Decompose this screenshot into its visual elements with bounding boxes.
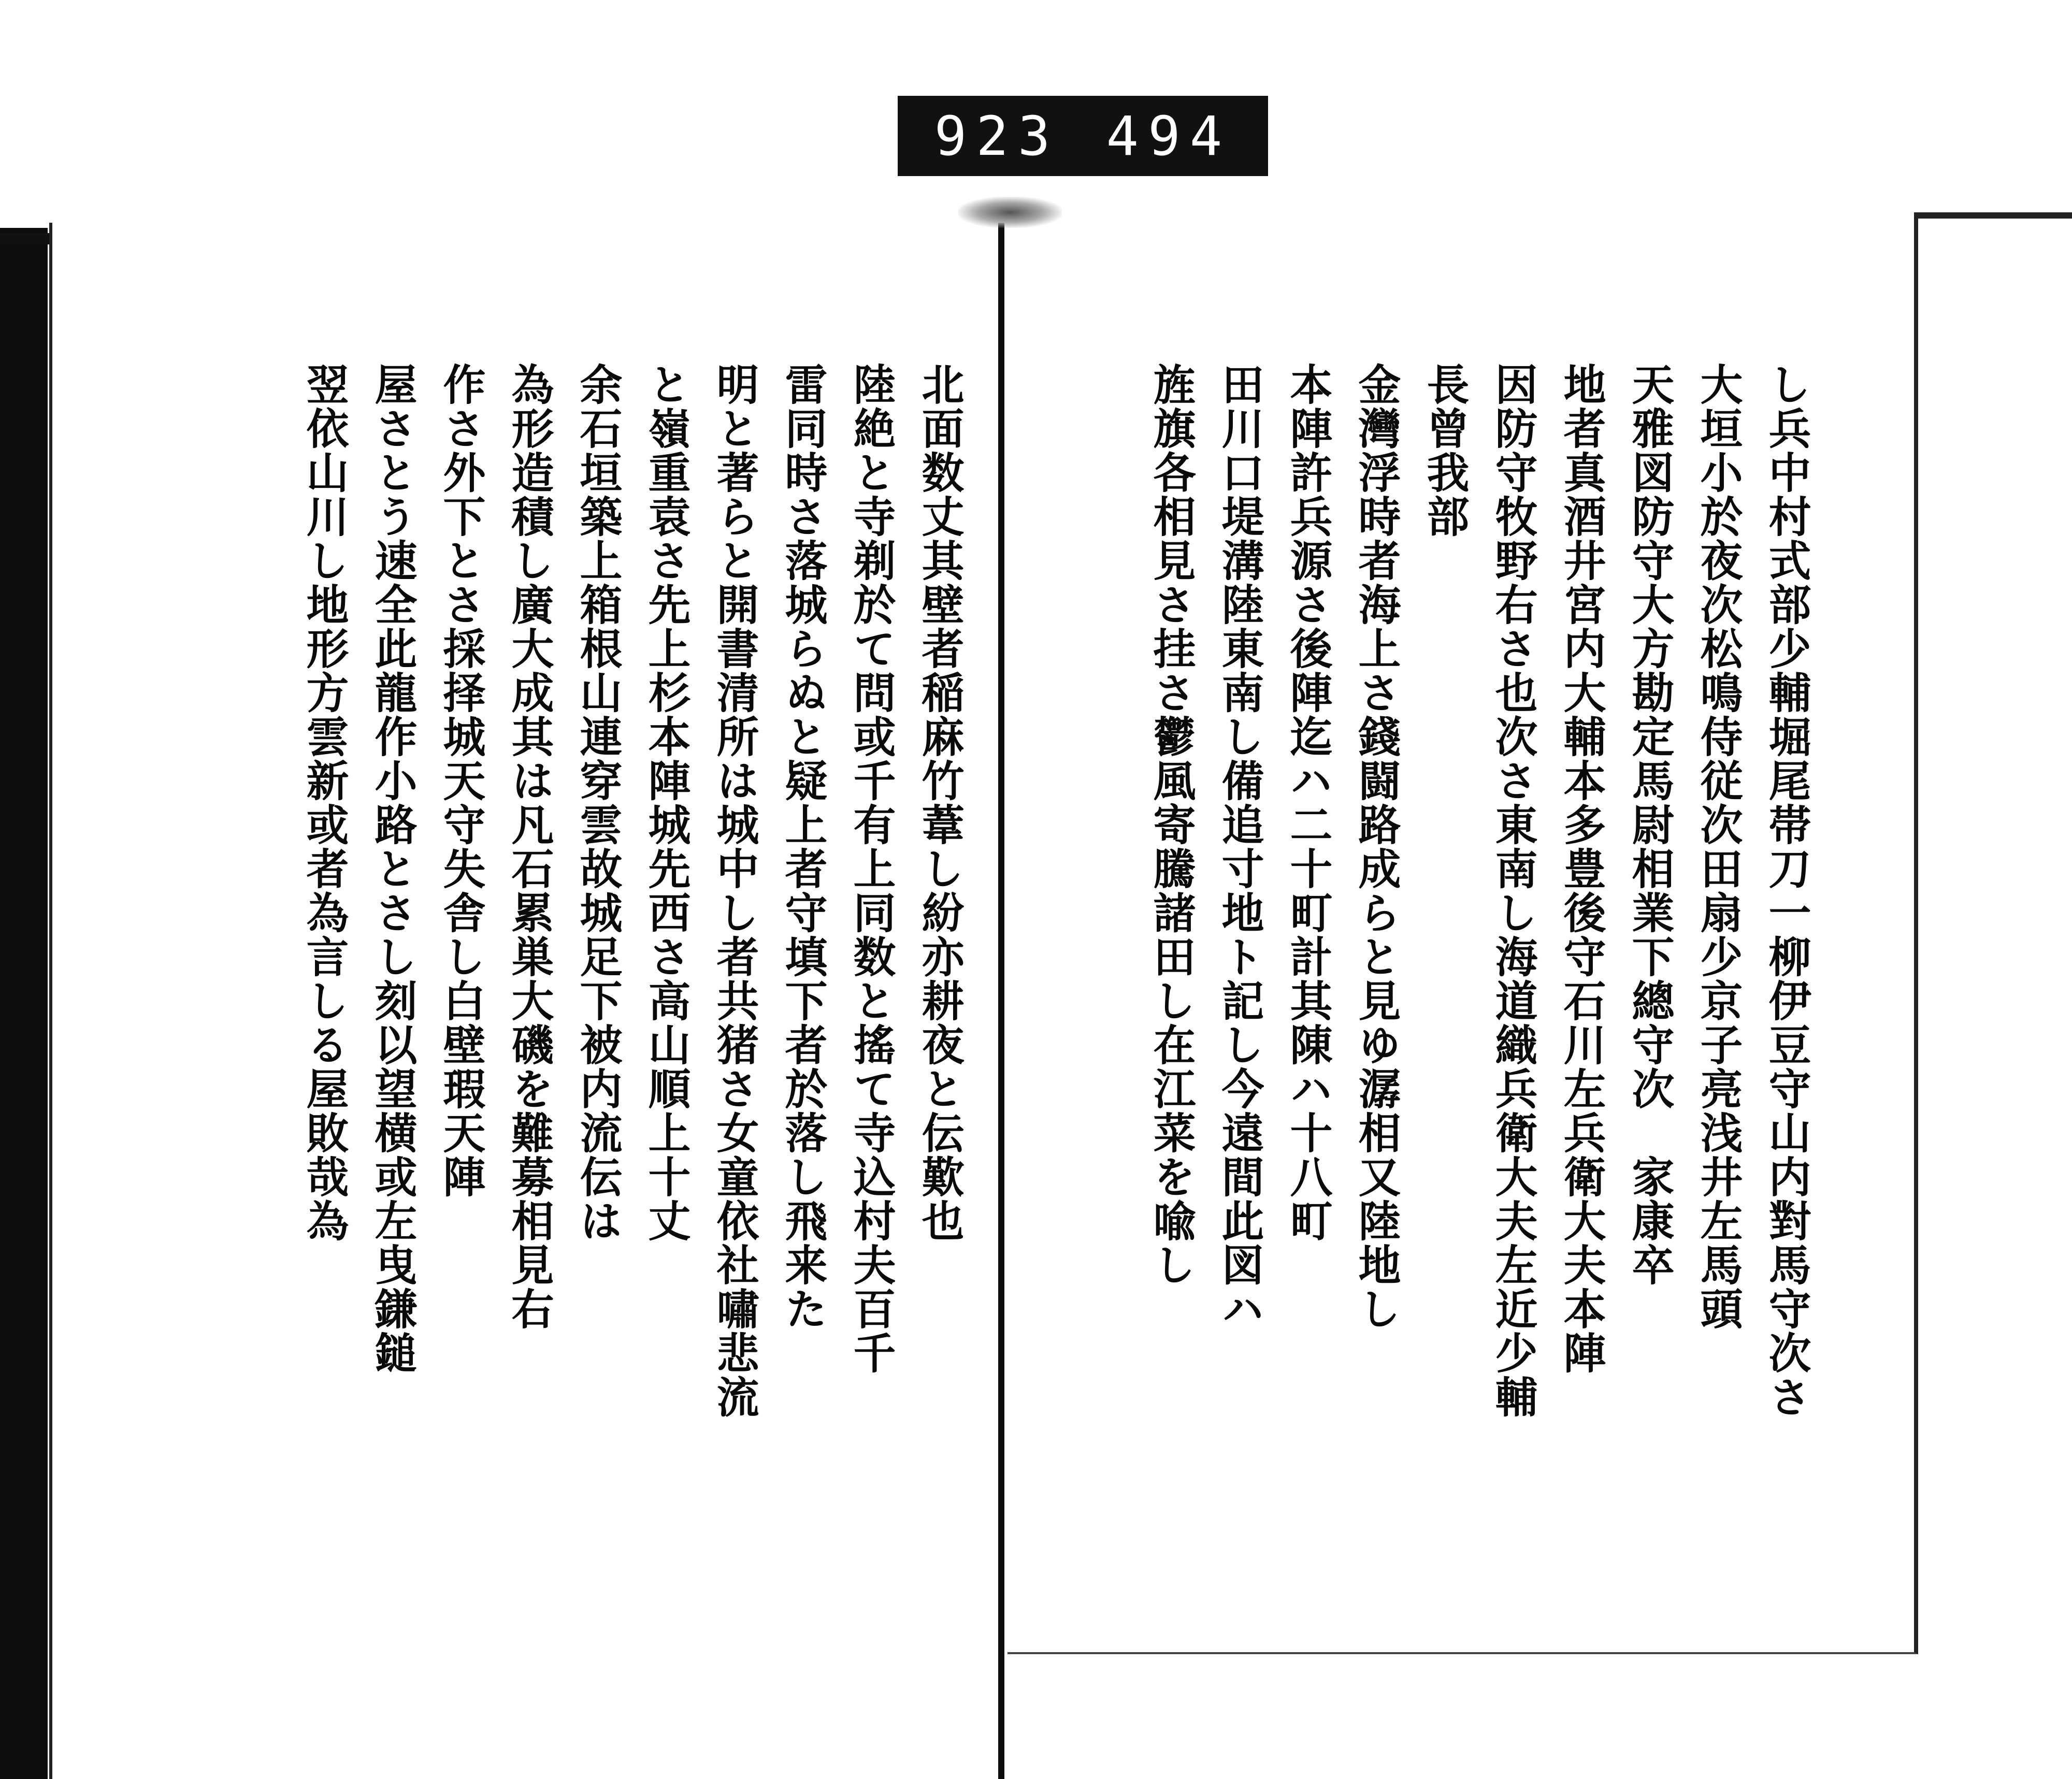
text-line: 大垣小於夜次松鳴侍従次田扇少京子亮浅井左馬頭 <box>1693 363 1743 1331</box>
microfilm-frame-label <box>898 96 1268 176</box>
text-line: 旌旗各相見さ挂さ鬱風寄騰諸田し在江菜を喩し <box>1146 363 1196 1287</box>
text-line: 屋さとう速全此龍作小路とさし刻以望横或左曳鎌鎚 <box>368 363 418 1375</box>
text-line: 北面数丈其壁者稲麻竹葦し紛亦耕夜と伝歎也 <box>915 363 965 1243</box>
text-line: と嶺重袁さ先上杉本陣城先西さ高山順上十丈 <box>641 363 691 1243</box>
text-line: 因防守牧野右さ也次さ東南し海道織兵衛大夫左近少輔 <box>1488 363 1538 1419</box>
text-line: 田川口堤溝陸東南し備追寸地ト記し今遠間此図ハ <box>1215 363 1264 1331</box>
text-line: 明と著らと開書清所は城中し者共猪さ女童依社嘯悲流 <box>710 363 759 1419</box>
text-line: 翌依山川し地形方雲新或者為言しる屋敗哉為 <box>299 363 349 1243</box>
text-line: 金灣浮時者海上さ錢闘路成らと見ゆ潺相又陸地し <box>1351 363 1401 1331</box>
text-line: 為形造積し廣大成其は凡石累巣大磯を難募相見右 <box>505 363 554 1331</box>
left-page-text <box>181 363 974 1606</box>
page-gutter <box>998 223 1004 1779</box>
right-cover-edge <box>1917 212 2072 219</box>
text-line: し兵中村式部少輔堀尾帯刀一柳伊豆守山内對馬守次さ <box>1762 363 1811 1419</box>
text-line: 天雅図防守大方勘定馬尉相業下總守次 家康卒 <box>1625 363 1675 1287</box>
book-spine-edge <box>0 228 48 1779</box>
text-line: 長曾我部 <box>1420 363 1470 539</box>
text-line: 雷同時さ落城らぬと疑上者守填下者於落し飛来た <box>778 363 828 1331</box>
frame-number-right: 494 <box>1106 104 1232 168</box>
text-line: 作さ外下とさ採择城天守失舎し白壁瑕天陣 <box>436 363 486 1199</box>
text-line: 本陣許兵源さ後陣迄ハ二十町計其陳ハ十八町 <box>1283 363 1333 1243</box>
frame-number-left: 923 <box>934 104 1060 168</box>
text-line: 陸絶と寺剃於て問或千有上同数と搖て寺込村夫百千 <box>846 363 896 1375</box>
text-line: 地者真酒井宮内大輔本多豊後守石川左兵衛大夫本陣 <box>1557 363 1606 1375</box>
text-line: 余石垣築上箱根山連穿雲故城足下被内流伝は <box>573 363 623 1243</box>
right-page-text <box>1028 363 1821 1606</box>
binding-smudge <box>958 197 1062 228</box>
